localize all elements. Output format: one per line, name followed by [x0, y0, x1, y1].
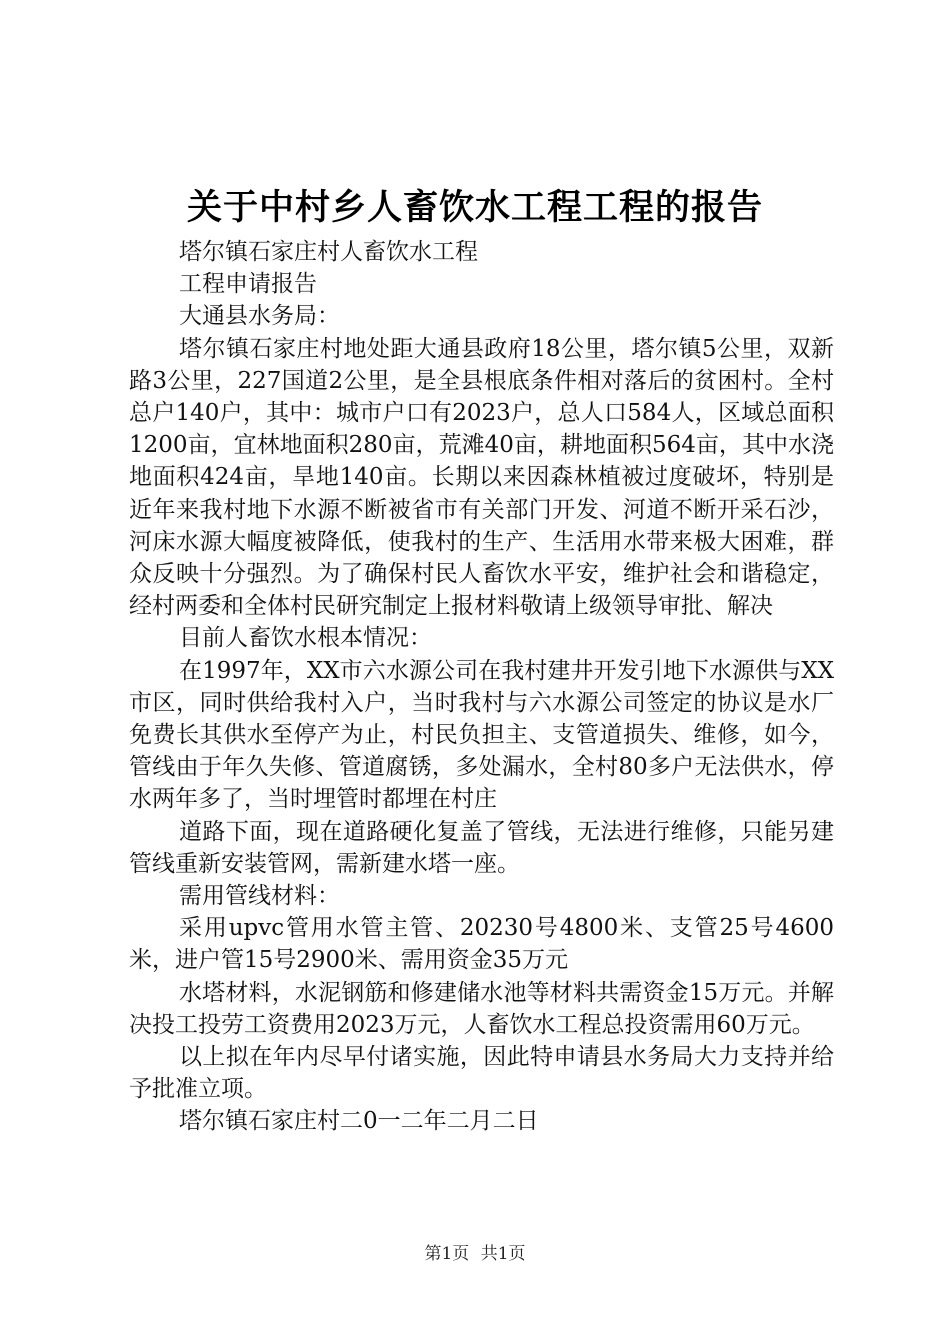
situation-heading: 目前人畜饮水根本情况： [179, 625, 432, 652]
signature-date-line: 塔尔镇石家庄村二0一二年二月二日 [179, 1108, 539, 1135]
addressee-line: 大通县水务局： [179, 303, 340, 330]
page-total: 共1页 [480, 1244, 526, 1264]
situation-paragraph: 在1997年，XX市六水源公司在我村建井开发引地下水源供与XX市区，同时供给我村入户，当时我村与六水源公司签定的协议是水厂免费长其供水至停产为止，村民负担主、支管道损失、维修，如今，管线由于年久失修、管道腐锈，多处漏水，全村80多户无法供水，停水两年多了，当时埋管时都埋在村庄 [129, 657, 834, 813]
page-footer [0, 1242, 950, 1266]
situation-continuation-paragraph: 道路下面，现在道路硬化复盖了管线，无法进行维修，只能另建管线重新安装管网，需新建水塔一座。 [129, 818, 834, 877]
project-name-line: 塔尔镇石家庄村人畜饮水工程 [179, 239, 478, 265]
document-title: 关于中村乡人畜饮水工程工程的报告 [186, 187, 763, 228]
request-paragraph: 以上拟在年内尽早付诸实施，因此特申请县水务局大力支持并给予批准立项。 [129, 1044, 834, 1103]
tower-materials-paragraph: 水塔材料，水泥钢筋和修建储水池等材料共需资金15万元。并解决投工投劳工资费用2023万元，人畜饮水工程总投资需用60万元。 [129, 979, 834, 1038]
background-paragraph: 塔尔镇石家庄村地处距大通县政府18公里，塔尔镇5公里，双新路3公里，227国道2公里，是全县根底条件相对落后的贫困村。全村总户140户，其中：城市户口有2023户，总人口584人，区域总面积1200亩，宜林地面积280亩，荒滩40亩，耕地面积564亩，其中水浇地面积424亩，旱地140亩。长期以来因森林植被过度破坏，特别是近年来我村地下水源不断被省市有关部门开发、河道不断开采石沙，河床水源大幅度被降低，使我村的生产、生活用水带来极大困难，群众反映十分强烈。为了确保村民人畜饮水平安，维护社会和谐稳定，经村两委和全体村民研究制定上报材料敬请上级领导审批、解决 [129, 335, 834, 620]
materials-heading: 需用管线材料： [179, 883, 340, 910]
pipe-materials-paragraph: 采用upvc管用水管主管、20230号4800米、支管25号4600米，进户管15号2900米、需用资金35万元 [129, 915, 834, 974]
document-body [129, 236, 834, 1138]
page-number: 第1页 [424, 1244, 470, 1264]
report-type-line: 工程申请报告 [179, 271, 317, 298]
